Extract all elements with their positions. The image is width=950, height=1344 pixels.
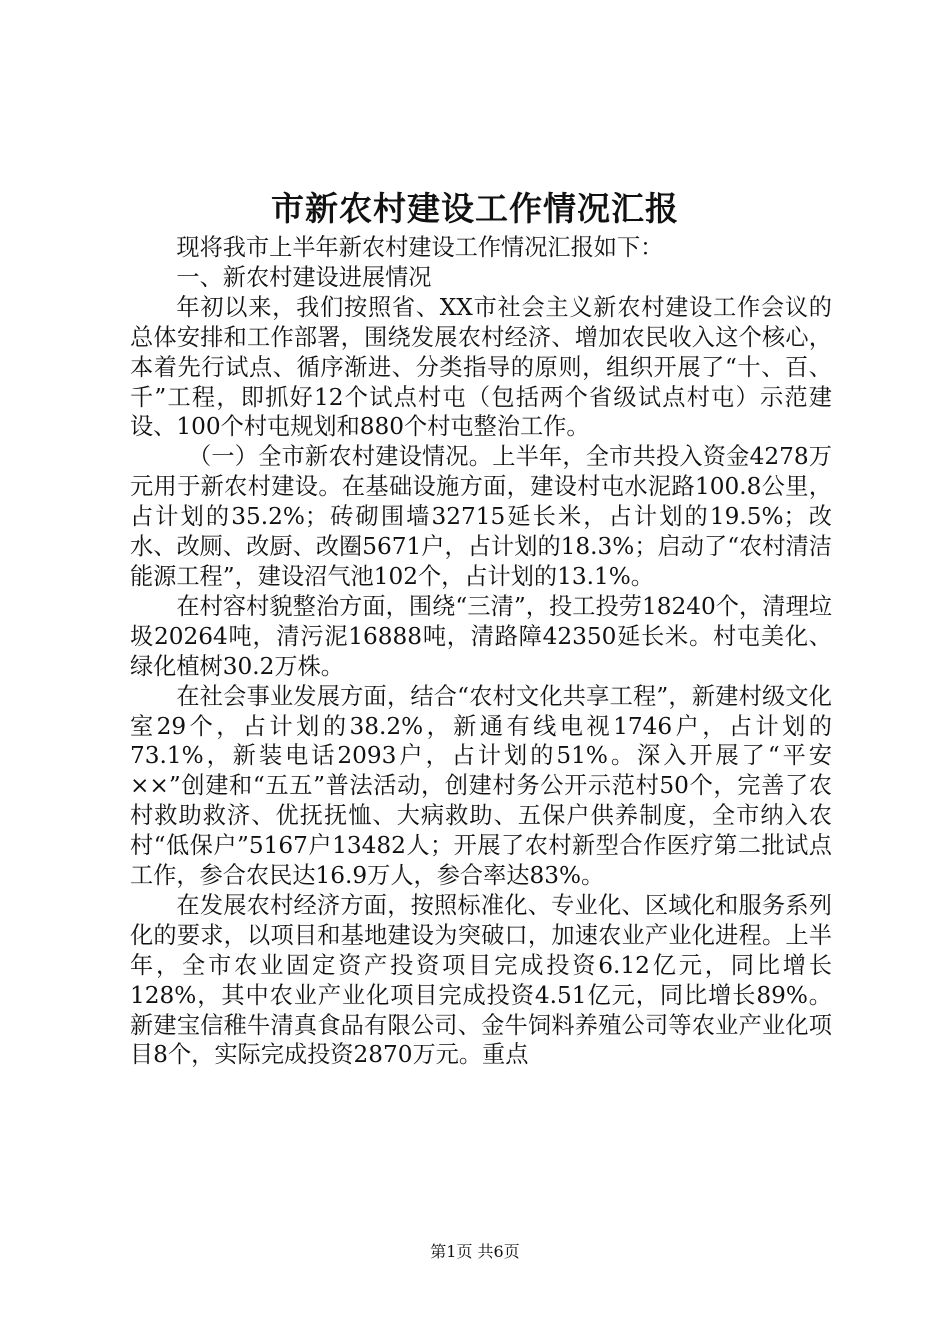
section-heading: 一、新农村建设进展情况: [176, 263, 432, 291]
document-body: [130, 233, 832, 1070]
document-title: 市新农村建设工作情况汇报: [271, 189, 679, 228]
page-footer: 第1页 共6页: [430, 1242, 520, 1261]
intro-paragraph: 现将我市上半年新农村建设工作情况汇报如下：: [176, 234, 664, 261]
body-paragraph: 在社会事业发展方面，结合“农村文化共享工程”，新建村级文化室29个，占计划的38.2%，新通有线电视1746户，占计划的73.1%，新装电话2093户，占计划的51%。深入开展了“平安××”创建和“五五”普法活动，创建村务公开示范村50个，完善了农村救助救济、优抚抚恤、大病救助、五保户供养制度，全市纳入农村“低保户”5167户13482人；开展了农村新型合作医疗第二批试点工作，参合农民达16.9万人，参合率达83%。: [130, 682, 832, 890]
body-paragraph: （一）全市新农村建设情况。上半年，全市共投入资金4278万元用于新农村建设。在基础设施方面，建设村屯水泥路100.8公里，占计划的35.2%；砖砌围墙32715延长米，占计划的19.5%；改水、改厕、改厨、改圈5671户，占计划的18.3%；启动了“农村清洁能源工程”，建设沼气池102个，占计划的13.1%。: [130, 443, 832, 590]
body-paragraph: 在村容村貌整治方面，围绕“三清”，投工投劳18240个，清理垃圾20264吨，清污泥16888吨，清路障42350延长米。村屯美化、绿化植树30.2万株。: [130, 592, 832, 680]
body-paragraph: 在发展农村经济方面，按照标准化、专业化、区域化和服务系列化的要求，以项目和基地建设为突破口，加速农业产业化进程。上半年，全市农业固定资产投资项目完成投资6.12亿元，同比增长128%，其中农业产业化项目完成投资4.51亿元，同比增长89%。新建宝信稚牛清真食品有限公司、金牛饲料养殖公司等农业产业化项目8个，实际完成投资2870万元。重点: [130, 891, 832, 1069]
body-paragraph: 年初以来，我们按照省、XX市社会主义新农村建设工作会议的总体安排和工作部署，围绕发展农村经济、增加农民收入这个核心，本着先行试点、循序渐进、分类指导的原则，组织开展了“十、百、千”工程，即抓好12个试点村屯（包括两个省级试点村屯）示范建设、100个村屯规划和880个村屯整治工作。: [130, 293, 832, 441]
